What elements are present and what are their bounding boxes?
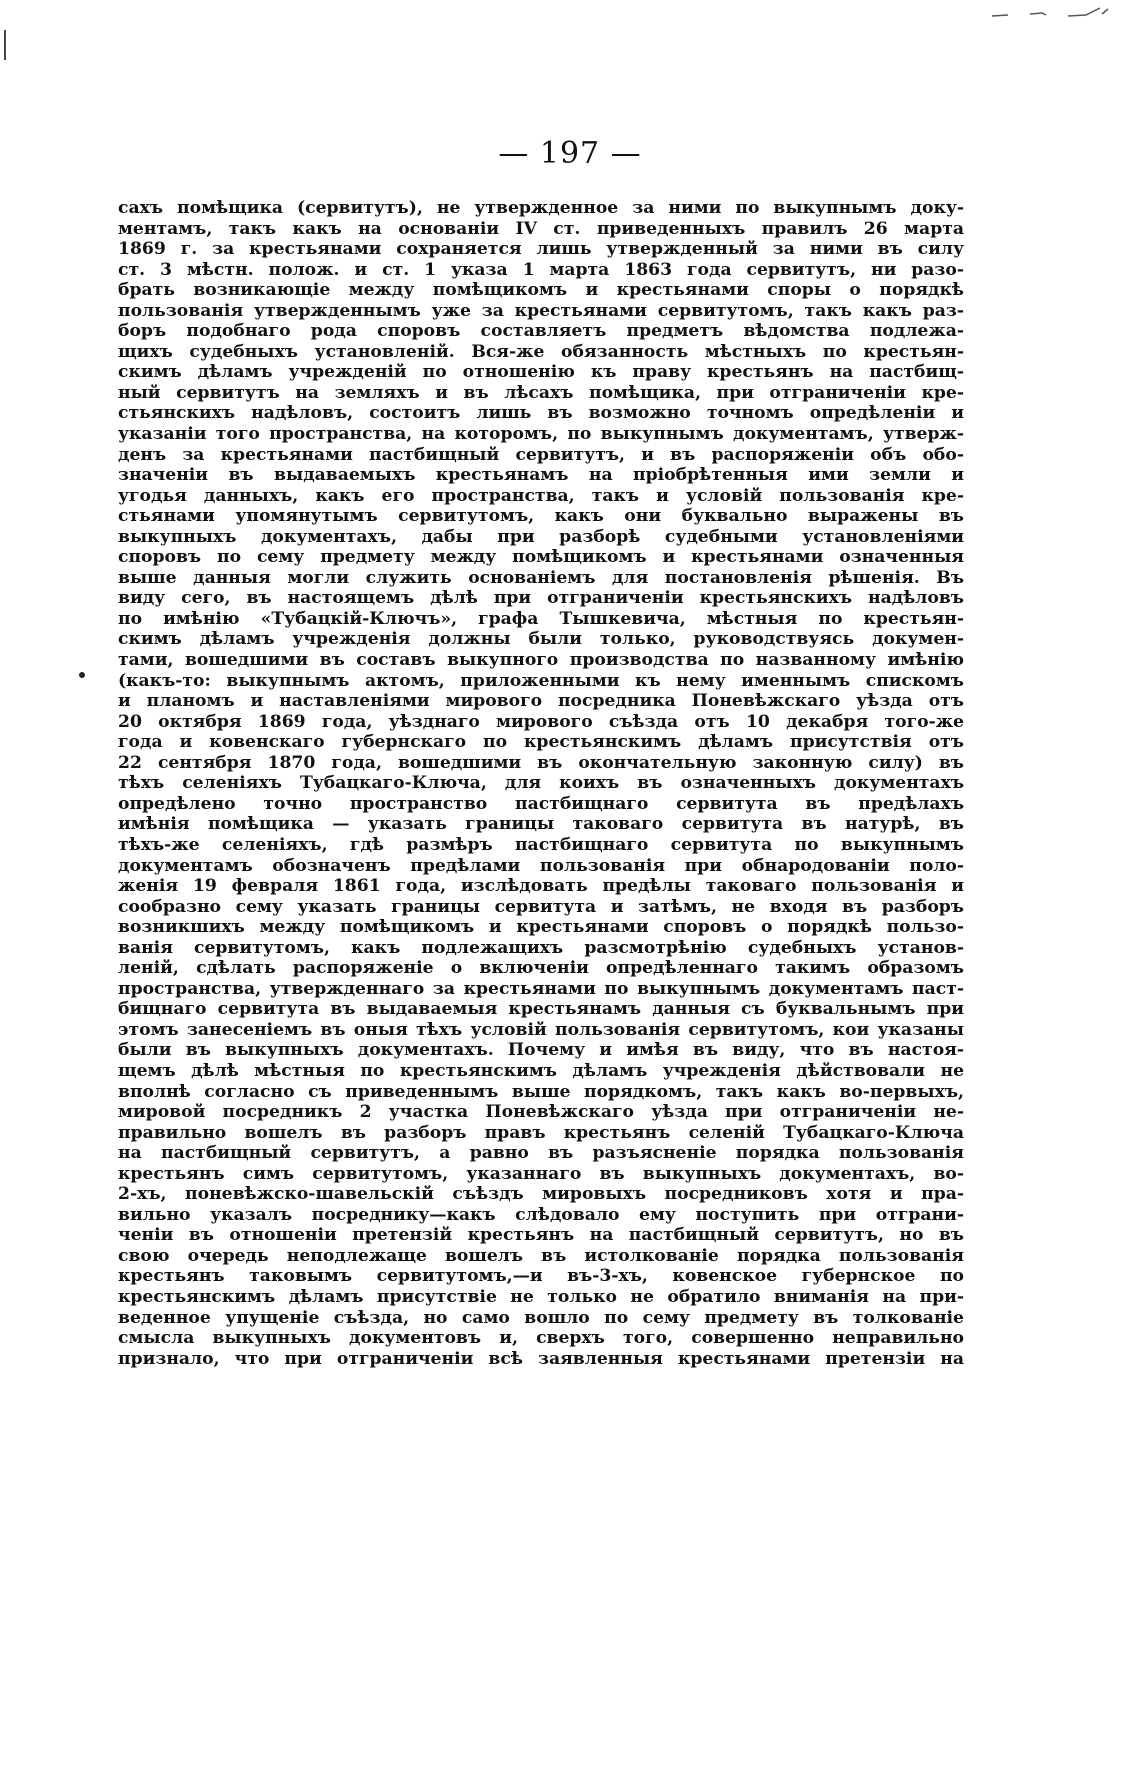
scan-corner-smudge xyxy=(990,6,1110,20)
text-line: крестьянскимъ дѣламъ присутствіе не только не обратило вниманія на при- xyxy=(118,1286,964,1307)
text-line: ный сервитутъ на земляхъ и въ лѣсахъ помѣщика, при отграниченіи кре- xyxy=(118,382,964,403)
text-line: ченіи въ отношеніи претензій крестьянъ на пастбищный сервитутъ, но въ xyxy=(118,1225,964,1246)
text-line: щемъ дѣлѣ мѣстныя по крестьянскимъ дѣламъ учрежденія дѣйствовали не xyxy=(118,1060,964,1081)
text-line: пользованія утвержденнымъ уже за крестьянами сервитутомъ, такъ какъ раз- xyxy=(118,300,964,321)
body-text xyxy=(118,198,964,1369)
text-line: скимъ дѣламъ учрежденій по отношенію къ праву крестьянъ на пастбищ- xyxy=(118,362,964,383)
text-line: угодья данныхъ, какъ его пространства, такъ и условій пользованія кре- xyxy=(118,485,964,506)
text-line: этомъ занесеніемъ въ оныя тѣхъ условій пользованія сервитутомъ, кои указаны xyxy=(118,1019,964,1040)
text-line: виду сего, въ настоящемъ дѣлѣ при отграниченіи крестьянскихъ надѣловъ xyxy=(118,588,964,609)
text-line: признало, что при отграниченіи всѣ заявленныя крестьянами претензіи на xyxy=(118,1348,964,1369)
text-line: вполнѣ согласно съ приведеннымъ выше порядкомъ, такъ какъ во-первыхъ, xyxy=(118,1081,964,1102)
text-line: года и ковенскаго губернскаго по крестьянскимъ дѣламъ присутствія отъ xyxy=(118,732,964,753)
text-line: ванія сервитутомъ, какъ подлежащихъ разсмотрѣнію судебныхъ установ- xyxy=(118,937,964,958)
text-line: женія 19 февраля 1861 года, изслѣдовать предѣлы таковаго пользованія и xyxy=(118,876,964,897)
text-line: бищнаго сервитута въ выдаваемыя крестьянамъ данныя съ буквальнымъ при xyxy=(118,999,964,1020)
text-line: тѣхъ селеніяхъ Тубацкаго-Ключа, для коихъ въ означенныхъ документахъ xyxy=(118,773,964,794)
text-line: (какъ-то: выкупнымъ актомъ, приложенными къ нему именнымъ спискомъ xyxy=(118,670,964,691)
text-line: брать возникающіе между помѣщикомъ и крестьянами споры о порядкѣ xyxy=(118,280,964,301)
text-line: щихъ судебныхъ установленій. Вся-же обязанность мѣстныхъ по крестьян- xyxy=(118,341,964,362)
text-line: и планомъ и наставленіями мирового посредника Поневѣжскаго уѣзда отъ xyxy=(118,691,964,712)
text-line: выше данныя могли служить основаніемъ для постановленія рѣшенія. Въ xyxy=(118,567,964,588)
text-line: боръ подобнаго рода споровъ составляетъ предметъ вѣдомства подлежа- xyxy=(118,321,964,342)
text-line: 22 сентября 1870 года, вошедшими въ окончательную законную силу) въ xyxy=(118,752,964,773)
text-line: ст. 3 мѣстн. полож. и ст. 1 указа 1 марта 1863 года сервитутъ, ни разо- xyxy=(118,259,964,280)
text-line: стьянскихъ надѣловъ, состоитъ лишь въ возможно точномъ опредѣленіи и xyxy=(118,403,964,424)
text-line: по имѣнію «Тубацкій-Ключъ», графа Тышкевича, мѣстныя по крестьян- xyxy=(118,608,964,629)
page-edge-mark xyxy=(4,30,6,60)
text-line: имѣнія помѣщика — указать границы таковаго сервитута въ натурѣ, въ xyxy=(118,814,964,835)
text-line: ментамъ, такъ какъ на основаніи IV ст. приведенныхъ правилъ 26 марта xyxy=(118,218,964,239)
margin-dot xyxy=(79,672,85,678)
text-line: крестьянъ таковымъ сервитутомъ,—и въ-3-хъ, ковенское губернское по xyxy=(118,1266,964,1287)
text-line: опредѣлено точно пространство пастбищнаго сервитута въ предѣлахъ xyxy=(118,793,964,814)
text-line: сахъ помѣщика (сервитутъ), не утвержденное за ними по выкупнымъ доку- xyxy=(118,198,964,218)
text-line: вильно указалъ посреднику—какъ слѣдовало ему поступить при отграни- xyxy=(118,1204,964,1225)
text-line: веденное упущеніе съѣзда, но само вошло по сему предмету въ толкованіе xyxy=(118,1307,964,1328)
text-line: на пастбищный сервитутъ, а равно въ разъясненіе порядка пользованія xyxy=(118,1143,964,1164)
text-line: стьянами упомянутымъ сервитутомъ, какъ они буквально выражены въ xyxy=(118,506,964,527)
text-line: тами, вошедшими въ составъ выкупного производства по названному имѣнію xyxy=(118,650,964,671)
text-line: крестьянъ симъ сервитутомъ, указаннаго въ выкупныхъ документахъ, во- xyxy=(118,1163,964,1184)
text-line: сообразно сему указать границы сервитута и затѣмъ, не входя въ разборъ xyxy=(118,896,964,917)
text-line: споровъ по сему предмету между помѣщикомъ и крестьянами означенныя xyxy=(118,547,964,568)
text-line: правильно вошелъ въ разборъ правъ крестьянъ селеній Тубацкаго-Ключа xyxy=(118,1122,964,1143)
text-line: леній, сдѣлать распоряженіе о включеніи опредѣленнаго такимъ образомъ xyxy=(118,958,964,979)
text-line: 1869 г. за крестьянами сохраняется лишь утвержденный за ними въ силу xyxy=(118,239,964,260)
text-line: мировой посредникъ 2 участка Поневѣжскаго уѣзда при отграниченіи не- xyxy=(118,1102,964,1123)
text-line: тѣхъ-же селеніяхъ, гдѣ размѣръ пастбищнаго сервитута по выкупнымъ xyxy=(118,834,964,855)
text-line: скимъ дѣламъ учрежденія должны были только, руководствуясь докумен- xyxy=(118,629,964,650)
text-line: 2-хъ, поневѣжско-шавельскій съѣздъ мировыхъ посредниковъ хотя и пра- xyxy=(118,1184,964,1205)
text-line: выкупныхъ документахъ, дабы при разборѣ судебными установленіями xyxy=(118,526,964,547)
text-line: денъ за крестьянами пастбищный сервитутъ, и въ распоряженіи объ обо- xyxy=(118,444,964,465)
text-line: 20 октября 1869 года, уѣзднаго мирового съѣзда отъ 10 декабря того-же xyxy=(118,711,964,732)
text-line: были въ выкупныхъ документахъ. Почему и имѣя въ виду, что въ настоя- xyxy=(118,1040,964,1061)
page-number: — 197 — xyxy=(498,136,642,171)
text-line: смысла выкупныхъ документовъ и, сверхъ того, совершенно неправильно xyxy=(118,1328,964,1349)
text-line: возникшихъ между помѣщикомъ и крестьянами споровъ о порядкѣ пользо- xyxy=(118,917,964,938)
text-line: документамъ обозначенъ предѣлами пользованія при обнародованіи поло- xyxy=(118,855,964,876)
text-line: указаніи того пространства, на которомъ, по выкупнымъ документамъ, утверж- xyxy=(118,424,964,445)
text-line: значеніи въ выдаваемыхъ крестьянамъ на пріобрѣтенныя ими земли и xyxy=(118,465,964,486)
text-line: свою очередь неподлежаще вошелъ въ истолкованіе порядка пользованія xyxy=(118,1245,964,1266)
text-line: пространства, утвержденнаго за крестьянами по выкупнымъ документамъ паст- xyxy=(118,978,964,999)
